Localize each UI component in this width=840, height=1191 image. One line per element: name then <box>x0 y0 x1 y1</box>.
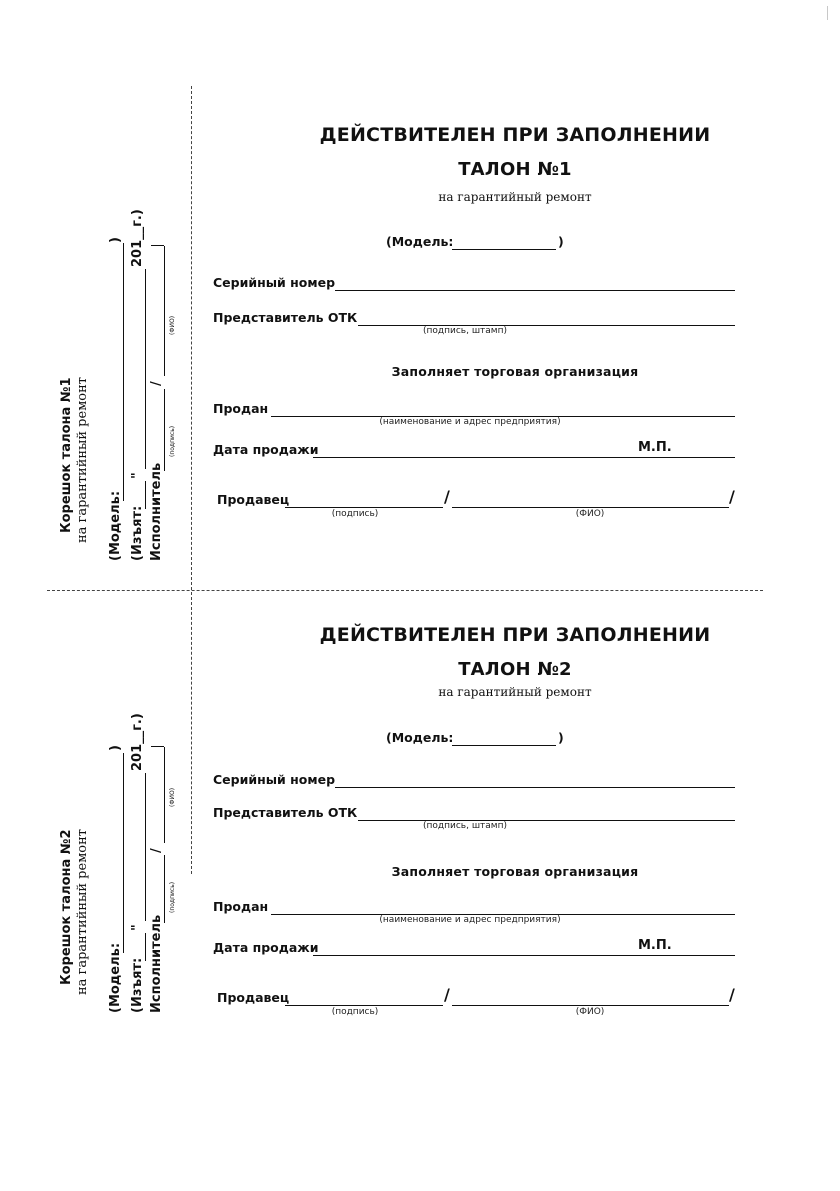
coupon-title: ТАЛОН №1 <box>458 159 572 180</box>
stub-day-line <box>145 933 146 961</box>
seller-end-slash: / <box>729 487 735 506</box>
stub-quote-mark: " <box>130 924 145 931</box>
stub-subtitle: на гарантийный ремонт <box>75 829 90 995</box>
stub-year: 201__г.) <box>130 209 145 267</box>
otk-label: Представитель ОТК <box>213 310 358 325</box>
stub-month-line <box>145 773 146 921</box>
model-label: (Модель: <box>386 234 454 249</box>
stub-signature-line <box>164 389 165 471</box>
coupon-subtitle: на гарантийный ремонт <box>438 685 592 699</box>
seller-slash: / <box>444 985 450 1004</box>
model-field[interactable] <box>452 249 556 250</box>
stub-signature-line <box>164 855 165 923</box>
seller-slash: / <box>444 487 450 506</box>
otk-caption: (подпись, штамп) <box>422 821 507 831</box>
stub-model-close: ) <box>108 745 123 751</box>
stub-model-line <box>123 753 124 953</box>
stub-removed-label: (Изъят: <box>130 505 145 561</box>
model-close: ) <box>558 234 564 249</box>
coupon-header: ДЕЙСТВИТЕЛЕН ПРИ ЗАПОЛНЕНИИ <box>319 124 711 146</box>
stamp-label: М.П. <box>638 938 672 953</box>
serial-field[interactable] <box>335 787 735 788</box>
model-label: (Модель: <box>386 730 454 745</box>
seller-label: Продавец <box>217 990 290 1005</box>
sale-date-label: Дата продажи <box>213 442 319 457</box>
seller-sign-caption: (подпись) <box>331 1007 379 1017</box>
seller-name-field[interactable] <box>452 1005 729 1006</box>
trade-org-title: Заполняет торговая организация <box>391 364 639 379</box>
stub-removed-label: (Изъят: <box>130 957 145 1013</box>
stub-executor-label: Исполнитель <box>149 914 164 1013</box>
coupon-title: ТАЛОН №2 <box>458 659 572 680</box>
stub-model-line <box>123 243 124 501</box>
stub-name-line <box>164 747 165 843</box>
sold-caption: (наименование и адрес предприятия) <box>379 915 561 925</box>
seller-name-caption: (ФИО) <box>575 1007 605 1017</box>
stub-2 <box>0 592 190 1092</box>
stub-model-label: (Модель: <box>108 490 123 561</box>
stamp-label: М.П. <box>638 440 672 455</box>
stub-end-bar <box>151 746 164 747</box>
seller-sign-caption: (подпись) <box>331 509 379 519</box>
stub-model-close: ) <box>108 237 123 243</box>
trade-org-title: Заполняет торговая организация <box>391 864 639 879</box>
stub-month-line <box>145 269 146 469</box>
otk-label: Представитель ОТК <box>213 805 358 820</box>
serial-label: Серийный номер <box>213 275 336 290</box>
sale-date-label: Дата продажи <box>213 940 319 955</box>
stub-rotated <box>51 181 209 561</box>
model-field[interactable] <box>452 745 556 746</box>
cut-line-horizontal <box>47 590 763 591</box>
stub-title: Корешок талона №1 <box>59 377 74 533</box>
seller-label: Продавец <box>217 492 290 507</box>
stub-1 <box>0 86 190 586</box>
stub-name-caption: (ФИО) <box>169 787 176 807</box>
stub-quote-mark: " <box>130 472 145 479</box>
sold-caption: (наименование и адрес предприятия) <box>379 417 561 427</box>
stub-name-line <box>164 246 165 376</box>
sale-date-field[interactable] <box>313 457 735 458</box>
sold-label: Продан <box>213 401 269 416</box>
stub-end-bar <box>151 245 164 246</box>
stub-slash: / <box>149 848 164 853</box>
stub-title: Корешок талона №2 <box>59 829 74 985</box>
stub-model-label: (Модель: <box>108 942 123 1013</box>
stub-signature-caption: (подпись) <box>169 425 176 457</box>
stub-executor-label: Исполнитель <box>149 462 164 561</box>
seller-name-field[interactable] <box>452 507 729 508</box>
coupon-header: ДЕЙСТВИТЕЛЕН ПРИ ЗАПОЛНЕНИИ <box>319 624 711 646</box>
stub-signature-caption: (подпись) <box>169 881 176 913</box>
stub-rotated <box>51 633 209 1013</box>
scrollbar-marker <box>827 6 828 20</box>
stub-name-caption: (ФИО) <box>169 315 176 335</box>
serial-field[interactable] <box>335 290 735 291</box>
sold-label: Продан <box>213 899 269 914</box>
stub-slash: / <box>149 381 164 386</box>
serial-label: Серийный номер <box>213 772 336 787</box>
seller-end-slash: / <box>729 985 735 1004</box>
coupon-subtitle: на гарантийный ремонт <box>438 190 592 204</box>
seller-signature-field[interactable] <box>285 507 443 508</box>
stub-day-line <box>145 481 146 509</box>
seller-name-caption: (ФИО) <box>575 509 605 519</box>
model-close: ) <box>558 730 564 745</box>
otk-caption: (подпись, штамп) <box>422 326 507 336</box>
stub-year: 201__г.) <box>130 713 145 771</box>
coupon-2 <box>0 592 840 1092</box>
coupon-1 <box>0 86 840 586</box>
stub-subtitle: на гарантийный ремонт <box>75 377 90 543</box>
seller-signature-field[interactable] <box>285 1005 443 1006</box>
sale-date-field[interactable] <box>313 955 735 956</box>
